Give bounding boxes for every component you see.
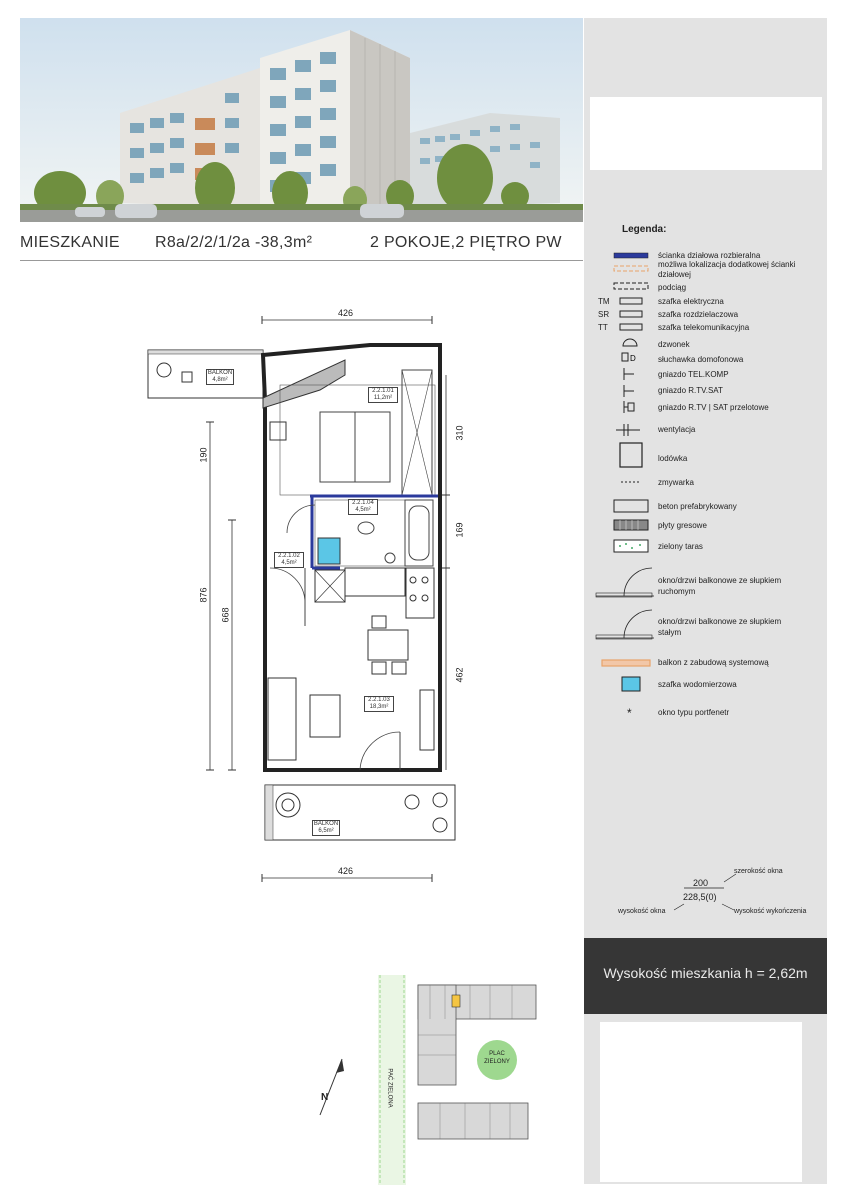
room-tag-bedroom: 2.2.1.01 11,2m² (368, 387, 398, 403)
legend-label-extra-wall: możliwa lokalizacja dodatkowej ścianki działowej (658, 260, 796, 279)
green-square-label: PLAC ZIELONY (484, 1051, 510, 1065)
sidebar-blank-box (590, 97, 822, 170)
legend-label-tel-socket: gniazdo TEL.KOMP (658, 370, 729, 379)
window-width-label: szerokość okna (734, 868, 783, 875)
window-height-label: wysokość okna (618, 908, 666, 915)
dim-right-169: 169 (454, 522, 465, 538)
dim-bottom: 426 (338, 866, 354, 876)
legend-label-portfenetr: okno typu portfenetr (658, 708, 730, 717)
legend-label-ventilation: wentylacja (658, 425, 696, 434)
sidebar-blank-box-bottom (600, 1022, 802, 1182)
legend-label-concrete: beton prefabrykowany (658, 502, 737, 511)
legend-label-intercom: słuchawka domofonowa (658, 355, 744, 364)
legend-label-tv-socket: gniazdo R.TV.SAT (658, 386, 723, 395)
window-finish-label: wysokość wykończenia (734, 908, 807, 915)
dim-top: 426 (338, 308, 354, 318)
apartment-label: MIESZKANIE (20, 234, 120, 251)
balcony-tag-bottom: BALKON 6,5m² (313, 821, 339, 834)
legend-label-bell: dzwonek (658, 340, 690, 349)
legend-label-green-terrace: zielony taras (658, 542, 703, 551)
building-render-image (20, 18, 583, 222)
legend-label-tiles: płyty gresowe (658, 521, 707, 530)
legend-label-water-meter: szafka wodomierzowa (658, 680, 737, 689)
legend-star-icon: * (627, 706, 632, 720)
apartment-height-banner (584, 938, 827, 1014)
dim-left-876: 876 (198, 587, 209, 603)
legend-label-fridge: lodówka (658, 454, 688, 463)
rooms-floor: 2 POKOJE,2 PIĘTRO PW (370, 234, 562, 251)
legend-abbr-tm: TM (598, 297, 610, 306)
room-tag-hall: 2.2.1.02 4,5m² (274, 552, 304, 568)
legend-label-telecom: szafka telekomunikacyjna (658, 323, 750, 332)
svg-text:D: D (630, 354, 636, 363)
room-tag-living: 2.2.1.03 18,3m² (364, 696, 394, 712)
legend-abbr-tt: TT (598, 323, 608, 332)
window-width-value: 200 (693, 878, 709, 888)
legend-label-partition: ścianka działowa rozbieralna (658, 251, 761, 260)
legend-label-tv-through-socket: gniazdo R.TV | SAT przelotowe (658, 403, 769, 412)
legend-abbr-sr: SR (598, 310, 610, 319)
window-dimension-key (600, 864, 824, 928)
floor-plan (140, 300, 470, 890)
apartment-code: R8a/2/2/1/2a -38,3m² (155, 234, 313, 251)
dim-right-310: 310 (454, 425, 465, 441)
north-arrow-label: N (321, 1092, 329, 1103)
legend-label-window-fixed: okno/drzwi balkonowe ze słupkiem stałym (658, 617, 782, 637)
legend-label-beam: podciąg (658, 283, 687, 292)
dim-left-190: 190 (198, 447, 209, 463)
dim-right-462: 462 (454, 667, 465, 683)
legend-title: Legenda: (622, 224, 667, 235)
legend-label-distribution: szafka rozdzielaczowa (658, 310, 739, 319)
site-plan (300, 975, 560, 1185)
apartment-title-row (20, 226, 583, 261)
legend-label-dishwasher: zmywarka (658, 478, 695, 487)
room-tag-bathroom: 2.2.1.04 4,5m² (348, 499, 378, 515)
street-label: PAĆ ZIELONA (386, 1068, 393, 1108)
legend-label-window-moving: okno/drzwi balkonowe ze słupkiem ruchomym (658, 576, 782, 596)
window-height-value: 228,5(0) (683, 892, 717, 902)
dim-left-668: 668 (220, 607, 231, 623)
balcony-tag-top: BALKON 4,8m² (207, 370, 233, 383)
legend-list (594, 240, 824, 720)
apartment-height-text: Wysokość mieszkania h = 2,62m (603, 965, 808, 981)
legend-label-system-balcony: balkon z zabudową systemową (658, 658, 769, 667)
legend-label-electric: szafka elektryczna (658, 297, 724, 306)
